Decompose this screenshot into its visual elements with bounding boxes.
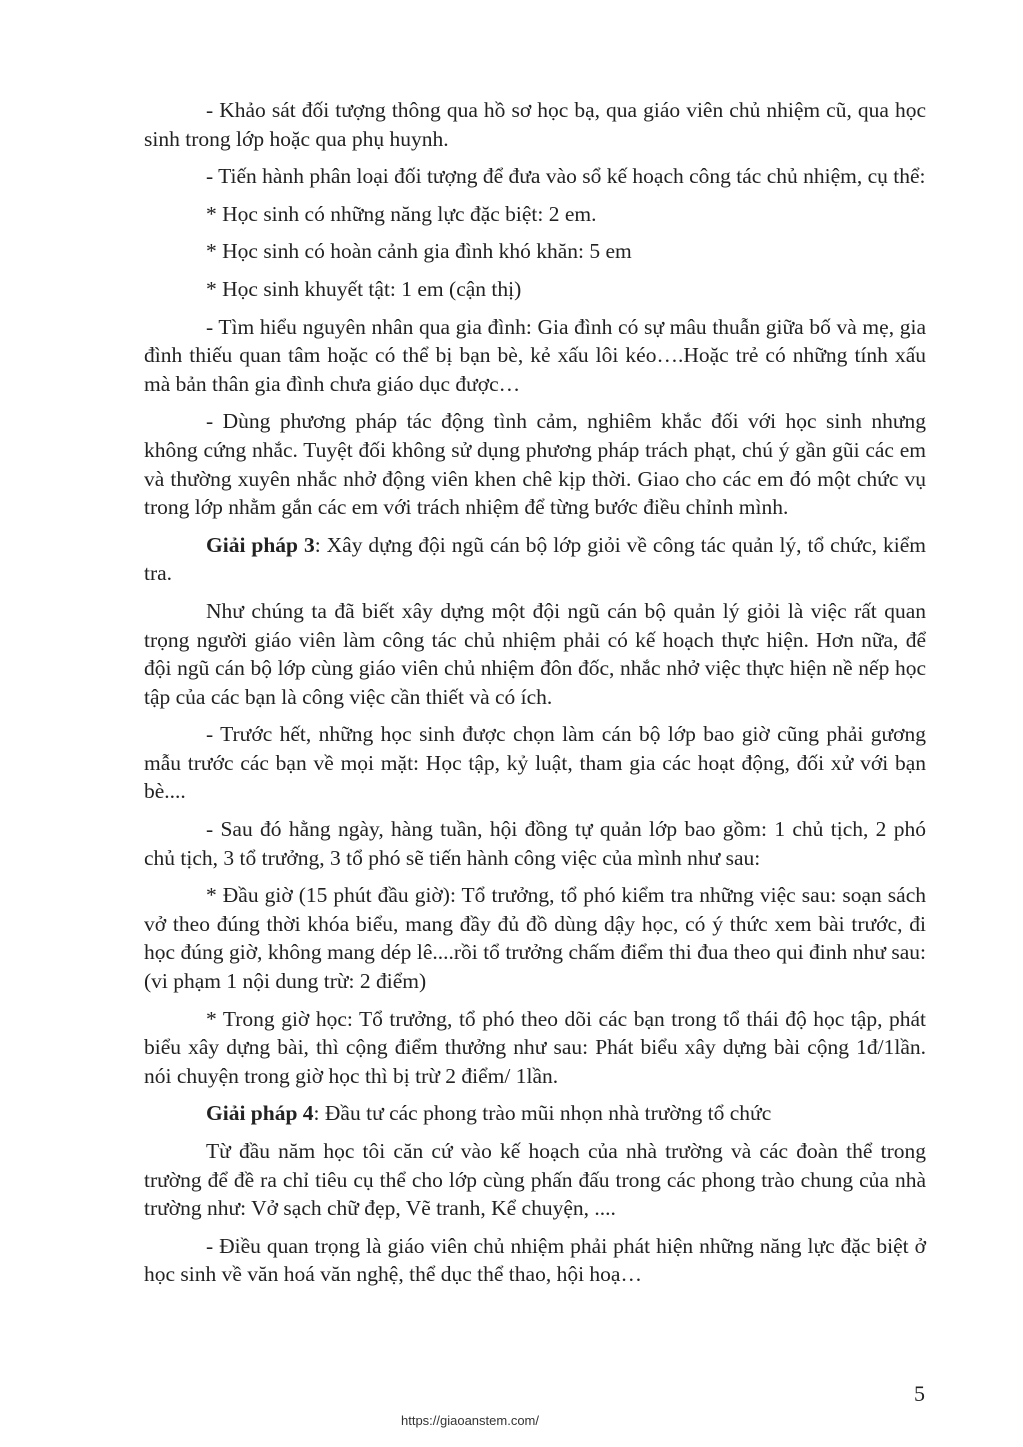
paragraph xyxy=(144,237,926,266)
paragraph xyxy=(144,1005,926,1091)
paragraph xyxy=(144,1099,926,1128)
paragraph-text: - Dùng phương pháp tác động tình cảm, nghiêm khắc đối với học sinh nhưng không cứng nhắc. Tuyệt đối không sử dụng phương pháp trách phạt, chú ý gần gũi các em và thường xuyên nhắc nhở động viên khen chê kịp thời. Giao cho các em đó một chức vụ trong lớp nhằm gắn các em với trách nhiệm để từng bước điều chỉnh mình. xyxy=(144,409,926,520)
paragraph xyxy=(144,881,926,995)
paragraph-text: - Khảo sát đối tượng thông qua hồ sơ học bạ, qua giáo viên chủ nhiệm cũ, qua học sinh trong lớp hoặc qua phụ huynh. xyxy=(144,98,926,151)
paragraph xyxy=(144,407,926,521)
paragraph xyxy=(144,720,926,806)
paragraph-text: Như chúng ta đã biết xây dựng một đội ngũ cán bộ quản lý giỏi là việc rất quan trọng người giáo viên làm công tác chủ nhiệm phải có kế hoạch thực hiện. Hơn nữa, để đội ngũ cán bộ lớp cùng giáo viên chủ nhiệm đôn đốc, nhắc nhở việc thực hiện nề nếp học tập của các bạn là công việc cần thiết và có ích. xyxy=(144,598,926,709)
paragraph-text: - Tìm hiểu nguyên nhân qua gia đình: Gia đình có sự mâu thuẫn giữa bố và mẹ, gia đình thiếu quan tâm hoặc có thể bị bạn bè, kẻ xấu lôi kéo….Hoặc trẻ có những tính xấu mà bản thân gia đình chưa giáo dục được… xyxy=(144,314,926,396)
paragraph-text: - Trước hết, những học sinh được chọn làm cán bộ lớp bao giờ cũng phải gương mẫu trước các bạn về mọi mặt: Học tập, kỷ luật, tham gia các hoạt động, đối xử với bạn bè.... xyxy=(144,722,926,804)
paragraph xyxy=(144,162,926,191)
footer-url[interactable]: https://giaoanstem.com/ xyxy=(400,1413,539,1428)
paragraph-text: : Xây dựng đội ngũ cán bộ lớp giỏi về công tác quản lý, tổ chức, kiểm tra. xyxy=(144,532,926,586)
solution-heading: Giải pháp 3 xyxy=(206,532,315,557)
paragraph-text: * Trong giờ học: Tổ trưởng, tổ phó theo dõi các bạn trong tổ thái độ học tập, phát biểu xây dựng bài, thì cộng điểm thưởng như sau: Phát biểu xây dựng bài cộng 1đ/1lần. nói chuyện trong giờ học thì bị trừ 2 điểm/ 1lần. xyxy=(144,1006,926,1088)
paragraph-text: * Học sinh có hoàn cảnh gia đình khó khăn: 5 em xyxy=(206,239,632,264)
paragraph xyxy=(144,275,926,304)
solution-heading: Giải pháp 4 xyxy=(206,1101,314,1126)
paragraph-text: * Học sinh có những năng lực đặc biệt: 2 em. xyxy=(206,201,597,226)
paragraph-text: Từ đầu năm học tôi căn cứ vào kế hoạch của nhà trường và các đoàn thể trong trường để đề ra chỉ tiêu cụ thể cho lớp cùng phấn đấu trong các phong trào chung của nhà trường như: Vở sạch chữ đẹp, Vẽ tranh, Kể chuyện, .... xyxy=(144,1139,926,1221)
page-body xyxy=(144,96,926,1298)
paragraph-text: - Tiến hành phân loại đối tượng để đưa vào sổ kế hoạch công tác chủ nhiệm, cụ thể: xyxy=(206,164,926,189)
paragraph xyxy=(144,1232,926,1289)
page-number: 5 xyxy=(914,1381,925,1406)
paragraph xyxy=(144,1137,926,1223)
paragraph xyxy=(144,200,926,229)
paragraph-text: * Học sinh khuyết tật: 1 em (cận thị) xyxy=(206,276,522,301)
paragraph-text: - Điều quan trọng là giáo viên chủ nhiệm phải phát hiện những năng lực đặc biệt ở học sinh về văn hoá văn nghệ, thể dục thể thao, hội hoạ… xyxy=(144,1233,926,1287)
paragraph xyxy=(144,531,926,588)
paragraph xyxy=(144,313,926,399)
paragraph-text: * Đầu giờ (15 phút đầu giờ): Tổ trưởng, tổ phó kiểm tra những việc sau: soạn sách vở theo đúng thời khóa biểu, mang đầy đủ đồ dùng dậy học, có ý thức xem bài trước, đi học đúng giờ, không mang dép lê....rồi tổ trưởng chấm điểm thi đua theo qui đinh như sau: (vi phạm 1 nội dung trừ: 2 điểm) xyxy=(144,883,926,994)
paragraph xyxy=(144,815,926,872)
paragraph-text: - Sau đó hằng ngày, hàng tuần, hội đồng tự quản lớp bao gồm: 1 chủ tịch, 2 phó chủ tịch, 3 tổ trưởng, 3 tổ phó sẽ tiến hành công việc của mình như sau: xyxy=(144,817,926,870)
paragraph-text: : Đầu tư các phong trào mũi nhọn nhà trường tổ chức xyxy=(313,1101,772,1126)
paragraph xyxy=(144,597,926,711)
paragraph xyxy=(144,96,926,153)
